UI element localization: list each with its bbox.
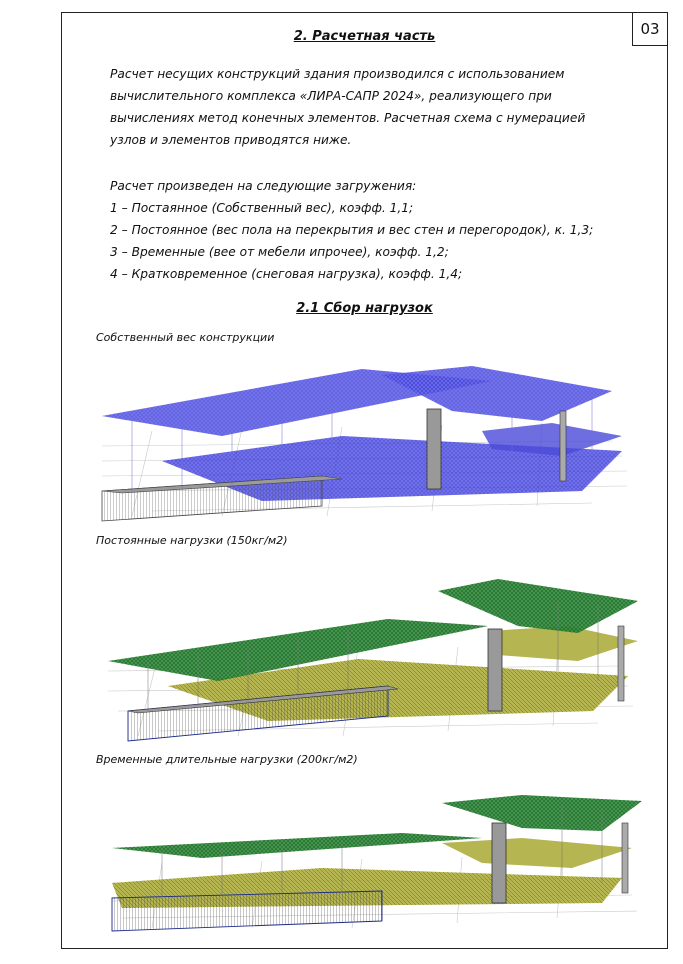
- foundation-block: [112, 891, 382, 931]
- load-case-item: 2 – Постоянное (вес пола на перекрытия и вес стен и перегородок), к. 1,3;: [110, 223, 594, 237]
- roof-slab-mesh: [442, 795, 642, 831]
- load-cases-list: [110, 197, 593, 285]
- structural-model-figure: [98, 571, 638, 743]
- column: [622, 823, 628, 893]
- figure-caption: Временные длительные нагрузки (200кг/м2): [96, 753, 358, 766]
- load-case-item: 4 – Кратковременное (снеговая нагрузка), коэфф. 1,4;: [110, 267, 463, 281]
- core-column: [427, 409, 441, 489]
- section-title: 2. Расчетная часть: [293, 29, 436, 44]
- intro-line: узлов и элементов приводятся ниже.: [110, 133, 352, 147]
- upper-slab-mesh: [112, 833, 482, 858]
- foundation-block: [102, 476, 322, 521]
- intro-line: вычислениях метод конечных элементов. Расчетная схема с нумерацией: [110, 111, 586, 125]
- load-cases-block: [110, 175, 416, 197]
- intro-line: Расчет несущих конструкций здания производился с использованием: [110, 67, 565, 81]
- core-column: [492, 823, 506, 903]
- middle-slab: [442, 838, 632, 868]
- core-column: [488, 629, 502, 711]
- intro-paragraph: [110, 63, 585, 151]
- page-number: 03: [632, 13, 667, 46]
- figure-caption: Постоянные нагрузки (150кг/м2): [96, 534, 288, 547]
- intro-line: вычислительного комплекса «ЛИРА-САПР 2024», реализующего при: [110, 89, 552, 103]
- loads-intro: Расчет произведен на следующие загружения:: [110, 179, 417, 193]
- subsection-title: 2.1 Сбор нагрузок: [296, 301, 433, 316]
- column: [560, 411, 566, 481]
- load-case-item: 3 – Временные (вее от мебели ипрочее), коэфф. 1,2;: [110, 245, 449, 259]
- load-case-item: 1 – Постаянное (Собственный вес), коэфф. 1,1;: [110, 201, 414, 215]
- structural-model-figure: [102, 783, 642, 933]
- structural-model-figure: [92, 351, 632, 523]
- figure-caption: Собственный вес конструкции: [96, 331, 275, 344]
- drawing-sheet-frame: [61, 12, 668, 949]
- column: [618, 626, 624, 701]
